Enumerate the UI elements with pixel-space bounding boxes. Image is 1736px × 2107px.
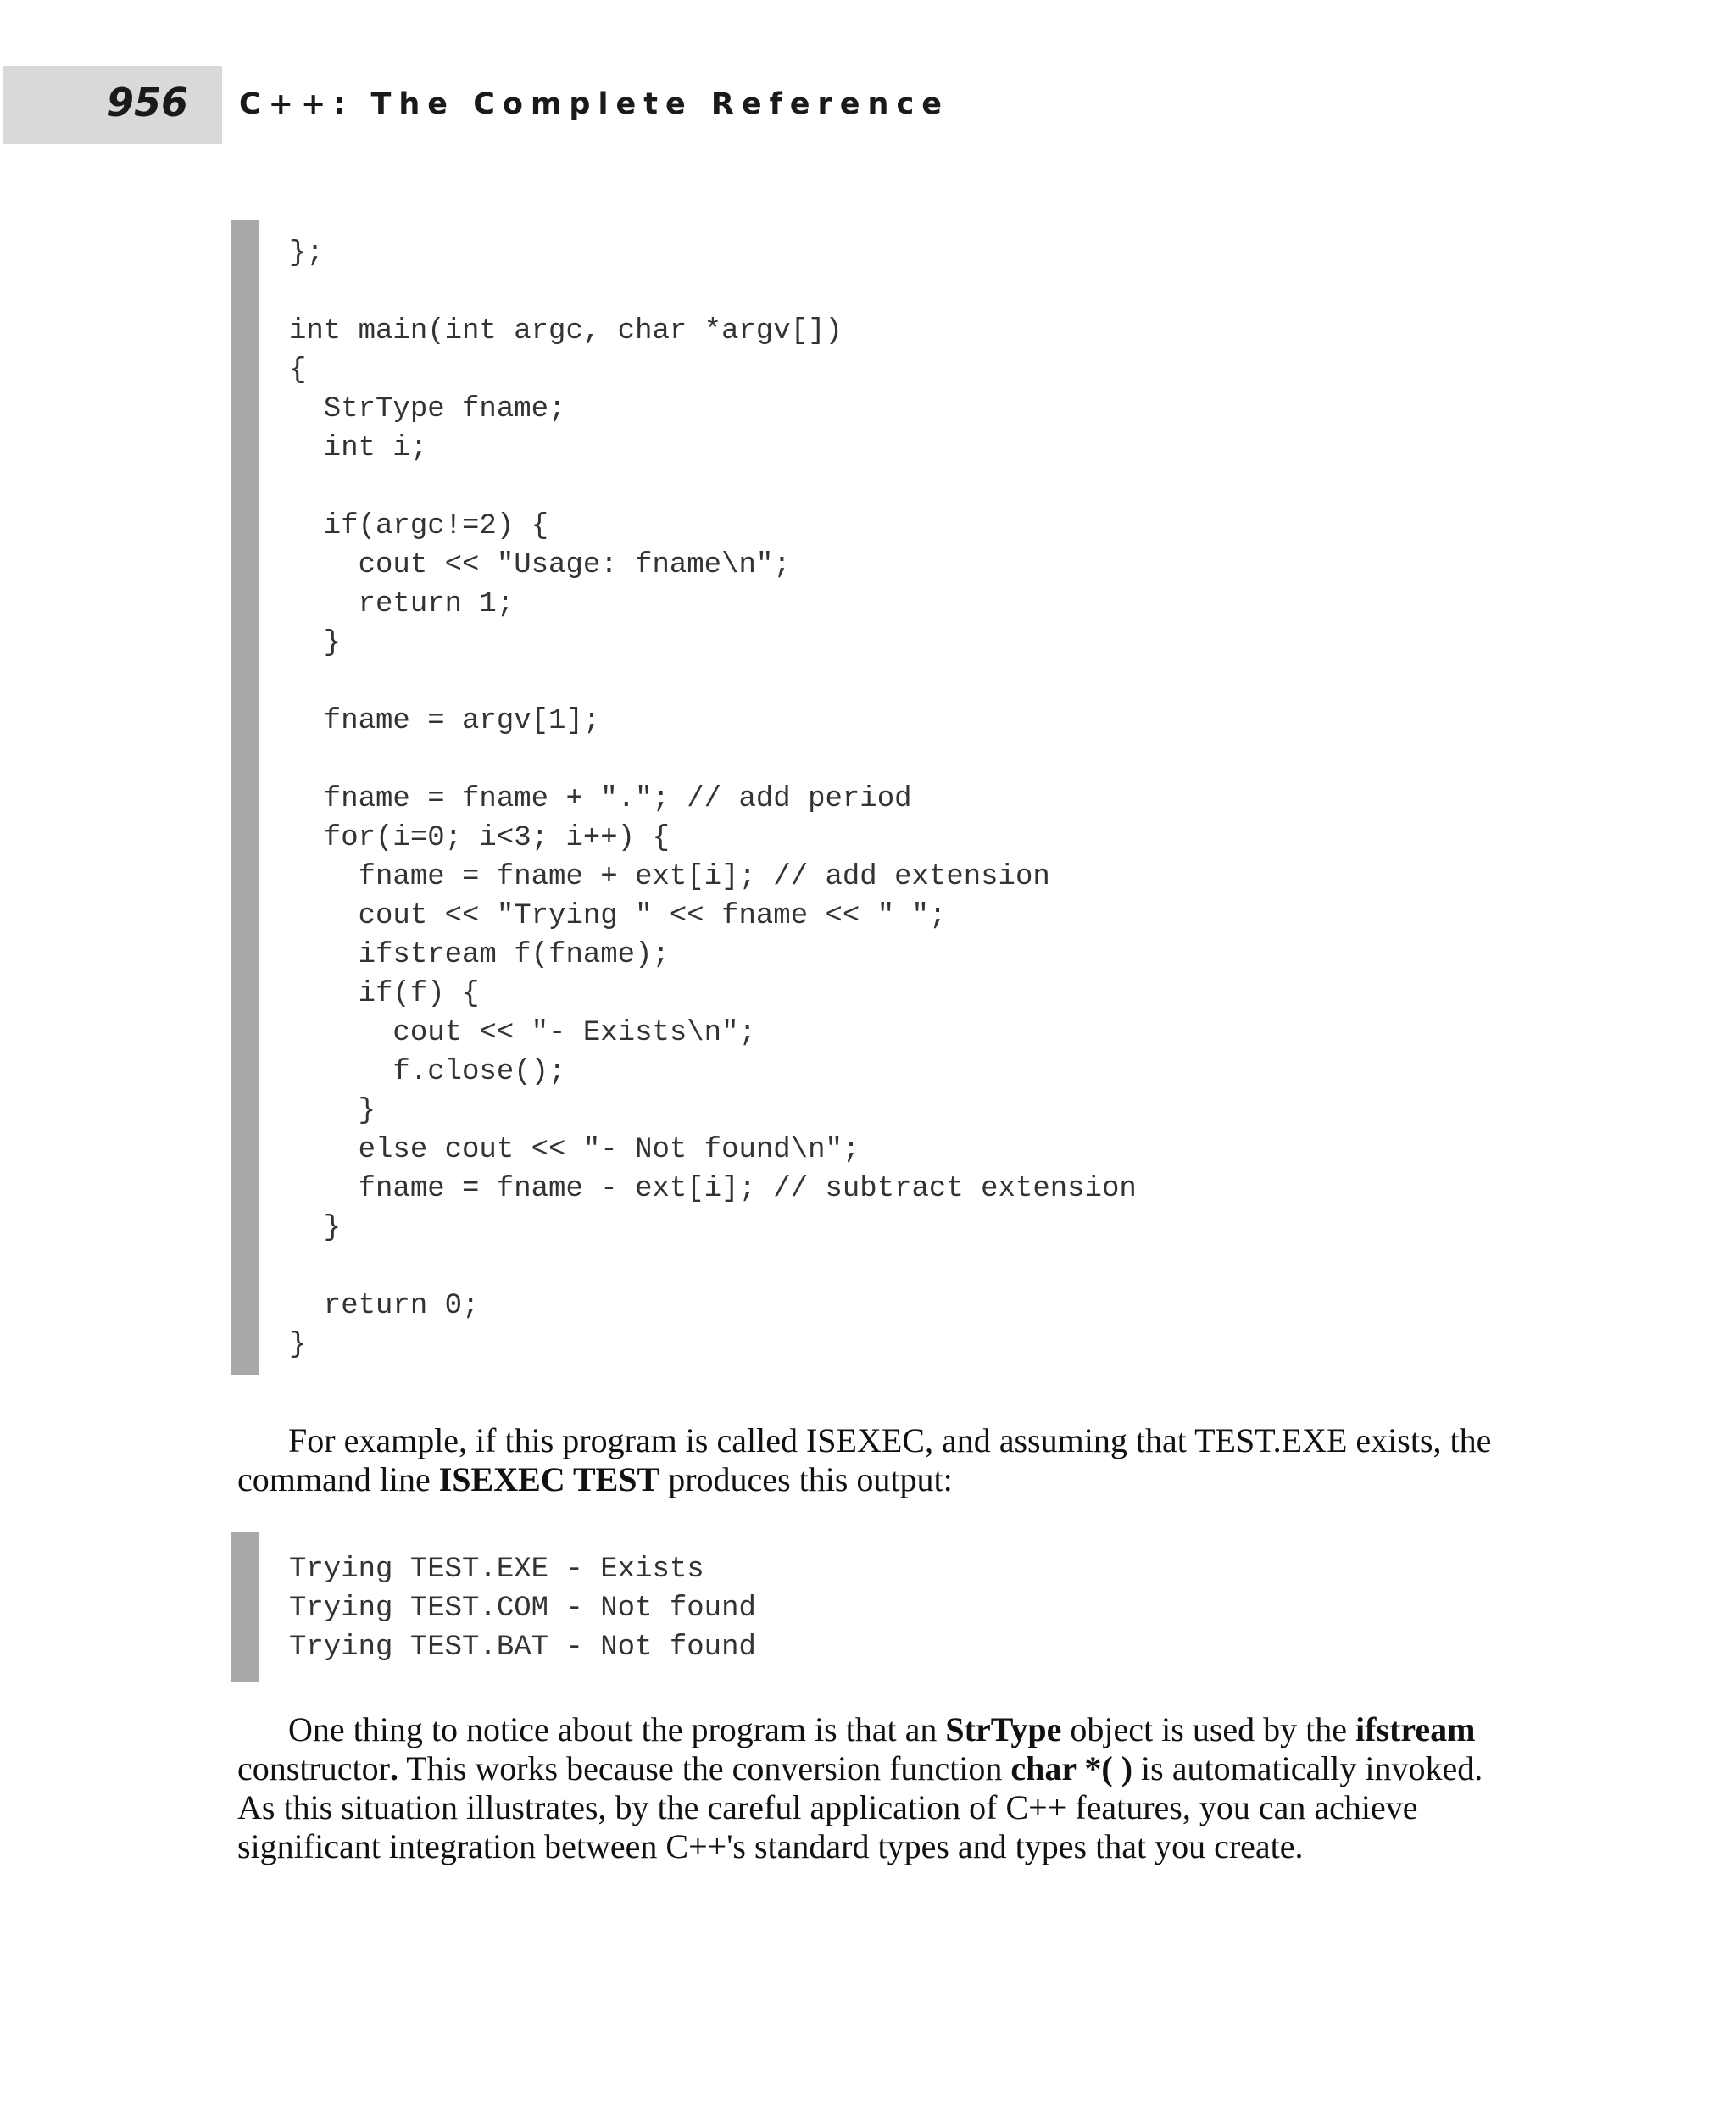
code-block-bar <box>231 220 259 1375</box>
code-line: int main(int argc, char *argv[]) <box>289 315 843 347</box>
code-line: Trying TEST.BAT - Not found <box>289 1632 756 1664</box>
output-listing <box>289 1550 756 1667</box>
code-line: { <box>289 354 307 386</box>
paragraph-explanation <box>237 1710 1492 1866</box>
code-line: ifstream f(fname); <box>289 939 670 971</box>
code-line: Trying TEST.COM - Not found <box>289 1593 756 1625</box>
code-line: Trying TEST.EXE - Exists <box>289 1554 704 1586</box>
code-line: fname = argv[1]; <box>289 705 601 737</box>
paragraph-text: produces this output: <box>659 1460 953 1498</box>
running-title: C++: The Complete Reference <box>239 87 949 121</box>
code-line: StrType fname; <box>289 393 566 425</box>
code-line: }; <box>289 237 324 270</box>
paragraph-text: For example, if this program is called ISEXEC, and assuming that TEST.EXE exists, the command line <box>237 1421 1492 1498</box>
code-line: return 0; <box>289 1290 480 1322</box>
command-line-text: ISEXEC TEST <box>438 1460 660 1498</box>
code-line: } <box>289 1212 342 1244</box>
code-line: int i; <box>289 432 428 464</box>
code-listing <box>289 234 1137 1365</box>
paragraph-text: This works because the conversion function <box>398 1749 1011 1787</box>
keyword-strtype: StrType <box>945 1710 1062 1748</box>
bold-period: . <box>389 1749 398 1787</box>
page-number-box <box>3 66 222 144</box>
code-line: for(i=0; i<3; i++) { <box>289 822 670 854</box>
code-line: fname = fname - ext[i]; // subtract extension <box>289 1173 1137 1205</box>
paragraph-text: is automatically invoked. As this situation illustrates, by the careful application of C++ features, you can achieve significant integration between C++'s standard types and types that you create. <box>237 1749 1483 1865</box>
code-line: fname = fname + "."; // add period <box>289 783 912 815</box>
code-line: if(argc!=2) { <box>289 510 549 542</box>
code-line: } <box>289 1329 307 1361</box>
code-line: cout << "Trying " << fname << " "; <box>289 900 947 932</box>
code-line: f.close(); <box>289 1056 566 1088</box>
paragraph-example <box>237 1421 1492 1499</box>
code-line: } <box>289 627 342 659</box>
page-number: 956 <box>106 80 188 125</box>
output-block-bar <box>231 1532 259 1682</box>
paragraph-text: object is used by the <box>1061 1710 1356 1748</box>
keyword-ifstream: ifstream <box>1355 1710 1476 1748</box>
code-line: else cout << "- Not found\n"; <box>289 1134 860 1166</box>
code-line: fname = fname + ext[i]; // add extension <box>289 861 1050 893</box>
code-line: cout << "Usage: fname\n"; <box>289 549 791 581</box>
paragraph-text: One thing to notice about the program is that an <box>288 1710 946 1748</box>
paragraph-text: constructor <box>237 1749 390 1787</box>
code-line: } <box>289 1095 376 1127</box>
code-line: cout << "- Exists\n"; <box>289 1017 756 1049</box>
keyword-char-conversion: char *( ) <box>1010 1749 1133 1787</box>
code-line: if(f) { <box>289 978 480 1010</box>
code-line: return 1; <box>289 588 515 620</box>
